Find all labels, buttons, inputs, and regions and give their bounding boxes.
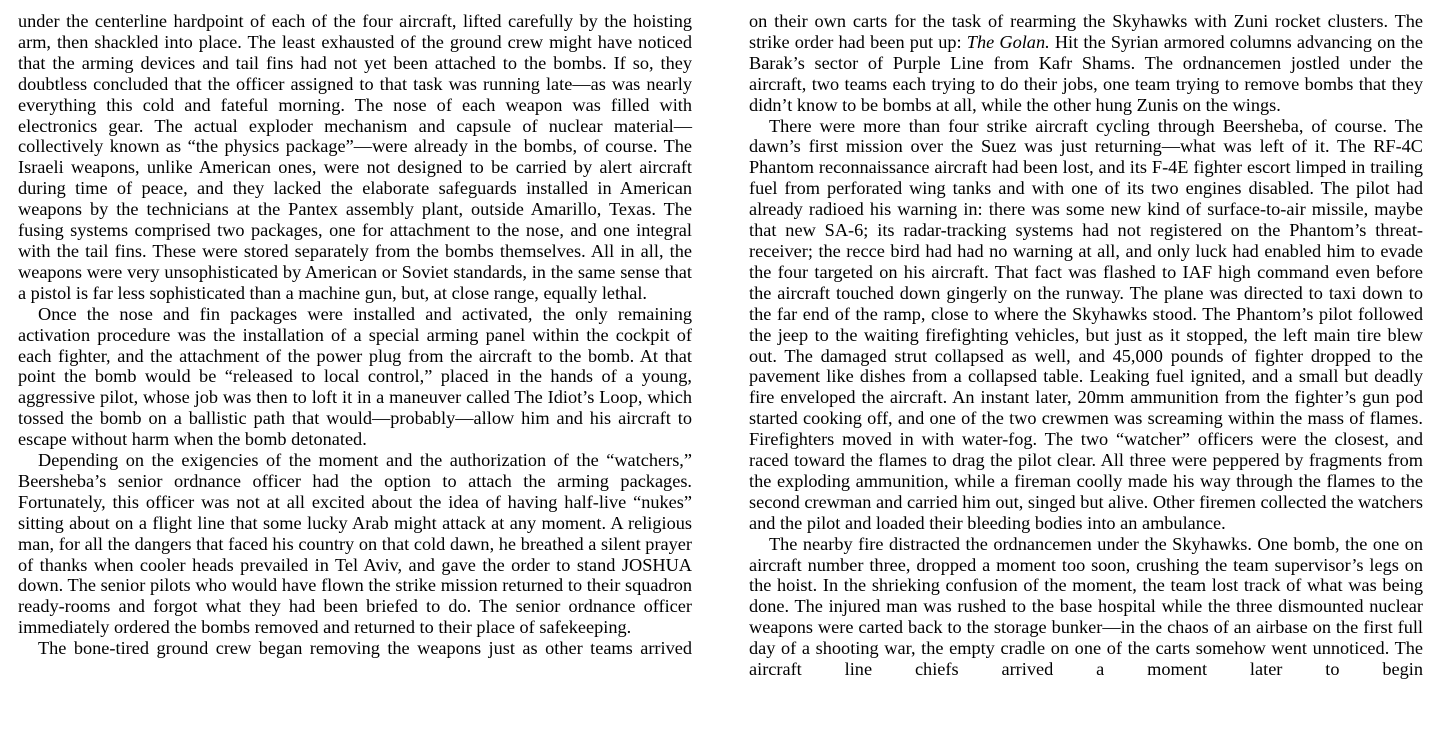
paragraph-text: on their own carts for the task of rearming the Skyhawks with Zuni rocket clusters. The strike order had been put up: — [749, 11, 1423, 52]
left-column — [18, 11, 692, 659]
paragraph: The bone-tired ground crew began removing the weapons just as other teams arrived — [38, 638, 692, 659]
paragraph: The nearby fire distracted the ordnancemen under the Skyhawks. One bomb, the one on aircraft number three, dropped a moment too soon, crushing the team supervisor’s legs on the hoist. In the shrieking confusion of the moment, the team lost track of what was being done. The injured man was rushed to the base hospital while the three dismounted nuclear weapons were carted back to the storage bunker—in the chaos of an airbase on the first full day of a shooting war, the empty cradle on one of the carts somehow went unnoticed. The aircraft line chiefs arrived a moment later to begin — [749, 533, 1423, 680]
right-column — [749, 11, 1423, 680]
paragraph — [749, 11, 1423, 116]
paragraph: under the centerline hardpoint of each of the four aircraft, lifted carefully by the hoisting arm, then shackled into place. The least exhausted of the ground crew might have noticed that the arming devices and tail fins had not yet been attached to the bombs. If so, they doubtless concluded that the officer assigned to that task was running late—as was nearly everything this cold and fateful morning. The nose of each weapon was filled with electronics gear. The actual exploder mechanism and capsule of nuclear material—collectively known as “the physics package”—were already in the bombs, of course. The Israeli weapons, unlike American ones, were not designed to be carried by alert aircraft during time of peace, and they lacked the elaborate safeguards installed in American weapons by the technicians at the Pantex assembly plant, outside Amarillo, Texas. The fusing systems comprised two packages, one for attachment to the nose, and one integral with the tail fins. These were stored separately from the bombs themselves. All in all, the weapons were very unsophisticated by American or Soviet standards, in the same sense that a pistol is far less sophisticated than a machine gun, but, at close range, equally lethal. — [18, 11, 692, 303]
paragraph-text: Hit the Syrian armored columns advancing on the Barak’s sector of Purple Line from Kafr Shams. The ordnancemen jostled under the aircraft, two teams each trying to do their jobs, one team trying to remove bombs that they didn’t know to be bombs at all, while the other hung Zunis on the wings. — [749, 31, 1423, 115]
paragraph: Depending on the exigencies of the moment and the authorization of the “watchers,” Beersheba’s senior ordnance officer had the option to attach the arming packages. Fortunately, this officer was not at all excited about the idea of having half-live “nukes” sitting about on a flight line that some lucky Arab might attack at any moment. A religious man, for all the dangers that faced his country on that cold dawn, he breathed a silent prayer of thanks when cooler heads prevailed in Tel Aviv, and gave the order to stand JOSHUA down. The senior pilots who would have flown the strike mission returned to their squadron ready-rooms and forgot what they had been briefed to do. The senior ordnance officer immediately ordered the bombs removed and returned to their place of safekeeping. — [18, 450, 692, 638]
paragraph: There were more than four strike aircraft cycling through Beersheba, of course. The dawn’s first mission over the Suez was just returning—what was left of it. The RF-4C Phantom reconnaissance aircraft had been lost, and its F-4E fighter escort limped in trailing fuel from perforated wing tanks and with one of its two engines disabled. The pilot had already radioed his warning in: there was some new kind of surface-to-air missile, maybe that new SA-6; its radar-tracking systems had not registered on the Phantom’s threat-receiver; the recce bird had had no warning at all, and only luck had enabled him to evade the four targeted on his aircraft. That fact was flashed to IAF high command even before the aircraft touched down gingerly on the runway. The plane was directed to taxi down to the far end of the ramp, close to where the Skyhawks stood. The Phantom’s pilot followed the jeep to the waiting firefighting vehicles, but just as it stopped, the left main tire blew out. The damaged strut collapsed as well, and 45,000 pounds of fighter dropped to the pavement like dishes from a collapsed table. Leaking fuel ignited, and a small but deadly fire enveloped the aircraft. An instant later, 20mm ammunition from the fighter’s gun pod started cooking off, and one of the two crewmen was screaming within the mass of flames. Firefighters moved in with water-fog. The two “watcher” officers were the closest, and raced toward the flames to drag the pilot clear. All three were peppered by fragments from the exploding ammunition, while a fireman coolly made his way through the flames to the second crewman and carried him out, singed but alive. Other firemen collected the watchers and the pilot and loaded their bleeding bodies into an ambulance. — [749, 115, 1423, 533]
paragraph: Once the nose and fin packages were installed and activated, the only remaining activation procedure was the installation of a special arming panel within the cockpit of each fighter, and the attachment of the power plug from the aircraft to the bomb. At that point the bomb would be “released to local control,” placed in the hands of a young, aggressive pilot, whose job was then to loft it in a maneuver called The Idiot’s Loop, which tossed the bomb on a ballistic path that would—probably—allow him and his aircraft to escape without harm when the bomb detonated. — [18, 303, 692, 450]
strike-order-title: The Golan. — [966, 31, 1050, 52]
